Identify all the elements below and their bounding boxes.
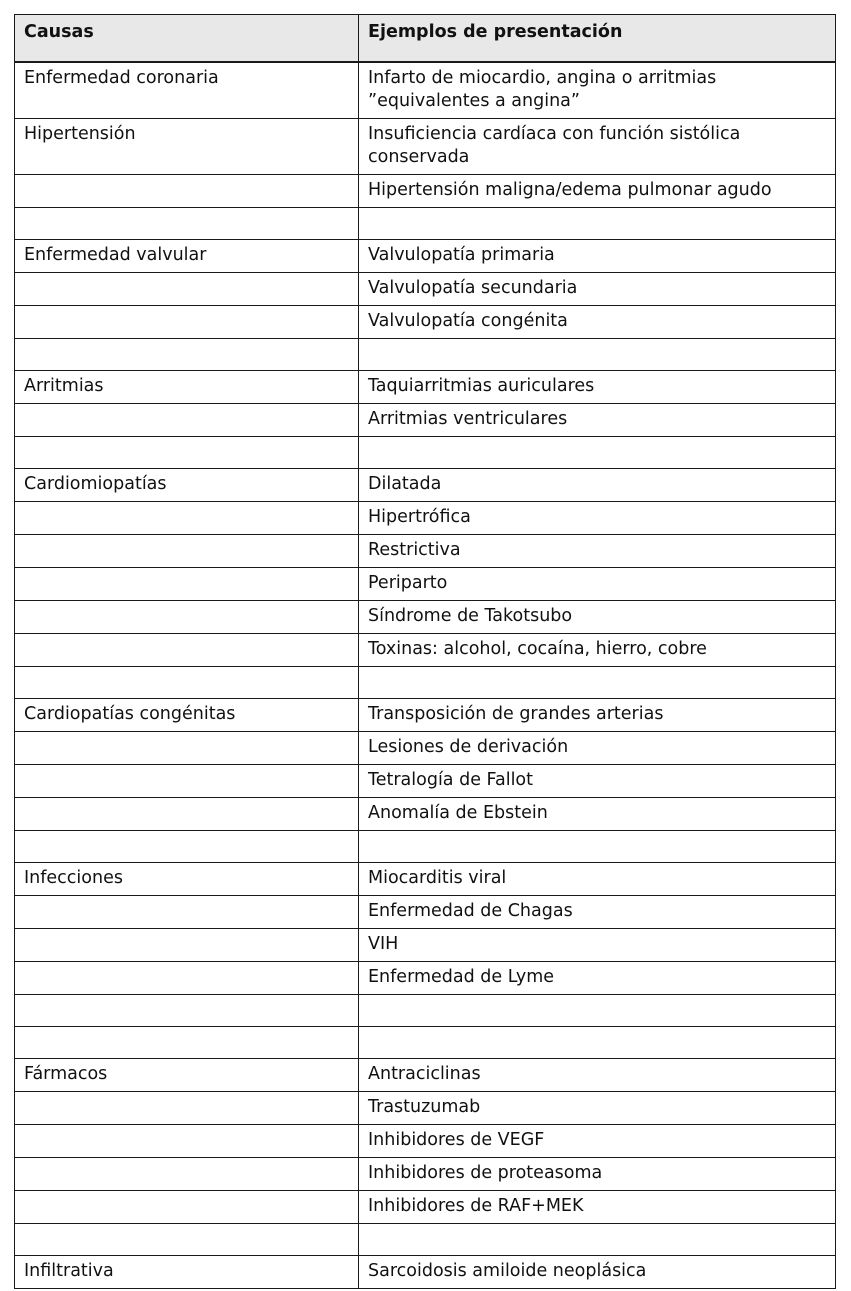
table-row (15, 601, 836, 634)
cell-causa: Hipertensión (15, 119, 359, 175)
cell-causa (15, 208, 359, 240)
cell-causa (15, 175, 359, 208)
cell-ejemplo: Periparto (359, 568, 836, 601)
table-row (15, 62, 836, 119)
cell-causa (15, 1125, 359, 1158)
cell-causa (15, 502, 359, 535)
table-row (15, 1092, 836, 1125)
cell-ejemplo (359, 208, 836, 240)
cell-ejemplo: Enfermedad de Chagas (359, 896, 836, 929)
cell-causa (15, 962, 359, 995)
cell-ejemplo: Antraciclinas (359, 1059, 836, 1092)
cell-ejemplo: Trastuzumab (359, 1092, 836, 1125)
table-row (15, 995, 836, 1027)
cell-ejemplo: Insuficiencia cardíaca con función sistólica conservada (359, 119, 836, 175)
cell-causa (15, 601, 359, 634)
table-row (15, 962, 836, 995)
cell-ejemplo: Síndrome de Takotsubo (359, 601, 836, 634)
table-row (15, 404, 836, 437)
table-row (15, 1256, 836, 1289)
cell-ejemplo: Hipertrófica (359, 502, 836, 535)
table-row (15, 568, 836, 601)
cell-ejemplo: Inhibidores de RAF+MEK (359, 1191, 836, 1224)
table-header-row (15, 15, 836, 63)
cell-causa (15, 1027, 359, 1059)
cell-causa: Cardiomiopatías (15, 469, 359, 502)
table-row (15, 929, 836, 962)
cell-ejemplo (359, 339, 836, 371)
table-row (15, 1059, 836, 1092)
table-row (15, 535, 836, 568)
cell-ejemplo: Enfermedad de Lyme (359, 962, 836, 995)
cell-ejemplo: Valvulopatía secundaria (359, 273, 836, 306)
cell-causa: Enfermedad valvular (15, 240, 359, 273)
cell-causa (15, 995, 359, 1027)
cell-causa (15, 798, 359, 831)
cell-causa (15, 831, 359, 863)
cell-ejemplo: Arritmias ventriculares (359, 404, 836, 437)
table-row (15, 273, 836, 306)
cell-causa (15, 929, 359, 962)
cell-causa (15, 1191, 359, 1224)
table-row (15, 634, 836, 667)
cell-causa (15, 634, 359, 667)
cell-causa (15, 1092, 359, 1125)
table-row (15, 175, 836, 208)
header-causas: Causas (15, 15, 359, 63)
cell-ejemplo: Hipertensión maligna/edema pulmonar agudo (359, 175, 836, 208)
cell-causa: Fármacos (15, 1059, 359, 1092)
header-ejemplos: Ejemplos de presentación (359, 15, 836, 63)
table-row (15, 1224, 836, 1256)
cell-ejemplo: Restrictiva (359, 535, 836, 568)
cell-causa (15, 896, 359, 929)
table-row (15, 699, 836, 732)
cell-ejemplo: Sarcoidosis amiloide neoplásica (359, 1256, 836, 1289)
cell-causa: Enfermedad coronaria (15, 62, 359, 119)
table-row (15, 732, 836, 765)
cell-causa (15, 273, 359, 306)
cell-ejemplo: Taquiarritmias auriculares (359, 371, 836, 404)
cell-ejemplo: Toxinas: alcohol, cocaína, hierro, cobre (359, 634, 836, 667)
cell-ejemplo: Dilatada (359, 469, 836, 502)
cell-ejemplo: Inhibidores de proteasoma (359, 1158, 836, 1191)
table-row (15, 306, 836, 339)
table-row (15, 896, 836, 929)
table-row (15, 371, 836, 404)
table-row (15, 437, 836, 469)
table-row (15, 469, 836, 502)
table-row (15, 831, 836, 863)
cell-causa (15, 568, 359, 601)
table-row (15, 339, 836, 371)
table-row (15, 1158, 836, 1191)
table-row (15, 502, 836, 535)
cell-causa: Infecciones (15, 863, 359, 896)
table-body (15, 62, 836, 1289)
causes-table-container (14, 14, 835, 1289)
cell-ejemplo: Valvulopatía congénita (359, 306, 836, 339)
table-row (15, 765, 836, 798)
cell-ejemplo: Infarto de miocardio, angina o arritmias ”equivalentes a angina” (359, 62, 836, 119)
cell-ejemplo (359, 437, 836, 469)
cell-ejemplo: Tetralogía de Fallot (359, 765, 836, 798)
cell-ejemplo (359, 667, 836, 699)
cell-ejemplo: Anomalía de Ebstein (359, 798, 836, 831)
cell-causa (15, 732, 359, 765)
cell-causa (15, 765, 359, 798)
cell-causa (15, 667, 359, 699)
table-row (15, 119, 836, 175)
table-row (15, 798, 836, 831)
cell-ejemplo: Lesiones de derivación (359, 732, 836, 765)
table-row (15, 208, 836, 240)
table-row (15, 1027, 836, 1059)
cell-ejemplo (359, 995, 836, 1027)
cell-causa (15, 404, 359, 437)
table-row (15, 667, 836, 699)
cell-ejemplo: Miocarditis viral (359, 863, 836, 896)
cell-ejemplo (359, 831, 836, 863)
cell-ejemplo: Inhibidores de VEGF (359, 1125, 836, 1158)
table-row (15, 1125, 836, 1158)
cell-ejemplo (359, 1027, 836, 1059)
cell-ejemplo: VIH (359, 929, 836, 962)
cell-ejemplo (359, 1224, 836, 1256)
cell-causa (15, 339, 359, 371)
cell-causa: Infiltrativa (15, 1256, 359, 1289)
cell-causa: Cardiopatías congénitas (15, 699, 359, 732)
cell-causa (15, 437, 359, 469)
cell-causa (15, 535, 359, 568)
table-row (15, 863, 836, 896)
cell-ejemplo: Transposición de grandes arterias (359, 699, 836, 732)
table-row (15, 240, 836, 273)
cell-causa (15, 1158, 359, 1191)
causes-table (14, 14, 836, 1289)
cell-causa (15, 1224, 359, 1256)
cell-causa: Arritmias (15, 371, 359, 404)
table-row (15, 1191, 836, 1224)
cell-ejemplo: Valvulopatía primaria (359, 240, 836, 273)
cell-causa (15, 306, 359, 339)
